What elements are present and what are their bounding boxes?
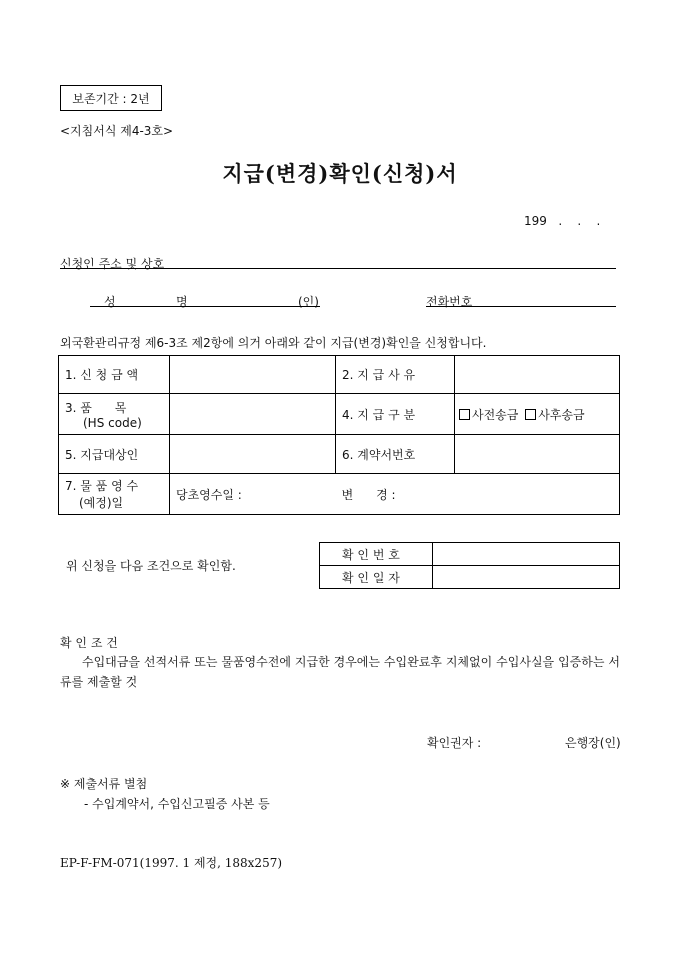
receipt-date-sublabel: (예정)일 [79, 496, 124, 510]
receipt-date-label-cell [59, 474, 170, 515]
payee-label: 5. 지급대상인 [59, 435, 170, 474]
post-remittance-checkbox[interactable] [525, 408, 584, 422]
confirm-number-label: 확 인 번 호 [320, 543, 433, 566]
retention-period: 보존기간 : 2년 [72, 91, 150, 106]
payment-type-options [455, 394, 620, 435]
bank-manager-seal: 은행장(인) [565, 736, 621, 750]
attachments-heading: ※ 제출서류 별첨 [60, 777, 148, 791]
authority-label: 확인권자 : [427, 736, 482, 750]
pre-remittance-checkbox[interactable] [459, 408, 518, 422]
confirm-number-field[interactable] [433, 543, 620, 566]
name-label-1: 성 [104, 295, 116, 309]
retention-period-box [60, 85, 162, 111]
seal-mark: (인) [298, 295, 319, 309]
confirm-statement: 위 신청을 다음 조건으로 확인함. [66, 559, 236, 573]
intro-text: 외국환관리규정 제6-3조 제2항에 의거 아래와 같이 지급(변경)확인을 신청합니다. [60, 336, 487, 350]
applicant-address-label: 신청인 주소 및 상호 [60, 257, 165, 271]
applicant-address-line[interactable] [60, 268, 616, 269]
name-line[interactable] [90, 306, 320, 307]
checkbox-icon [459, 409, 470, 420]
changed-receipt-date-label: 변 경 : [341, 487, 396, 502]
footer-code: EP-F-FM-071(1997. 1 제정, 188x257) [60, 856, 283, 870]
conditions-body: 수입대금을 선적서류 또는 물품영수전에 지급한 경우에는 수입완료후 지체없이 수입사실을 입증하는 서류를 제출할 것 [60, 655, 620, 689]
name-label-2: 명 [176, 295, 188, 309]
post-remittance-label: 사후송금 [538, 407, 585, 422]
confirm-date-field[interactable] [433, 566, 620, 589]
phone-label: 전화번호 [426, 295, 473, 309]
phone-line[interactable] [426, 306, 616, 307]
payment-reason-field[interactable] [455, 356, 620, 394]
confirm-date-label: 확 인 일 자 [320, 566, 433, 589]
contract-number-label: 6. 계약서번호 [336, 435, 455, 474]
attachments-item: - 수입계약서, 수입신고필증 사본 등 [84, 797, 270, 811]
page-title: 지급(변경)확인(신청)서 [222, 161, 458, 186]
requested-amount-field[interactable] [170, 356, 336, 394]
date-field[interactable]: 199 . . . [524, 214, 601, 228]
original-receipt-date-label: 당초영수일 : [176, 487, 242, 502]
application-table [58, 355, 620, 515]
item-field[interactable] [170, 394, 336, 435]
receipt-date-field[interactable] [170, 474, 620, 515]
receipt-date-label: 7. 물 품 영 수 [65, 479, 139, 493]
item-label: 3. 품 목 [65, 400, 127, 415]
hs-code-label: (HS code) [83, 415, 142, 430]
confirmation-table [319, 542, 620, 589]
contract-number-field[interactable] [455, 435, 620, 474]
payment-reason-label: 2. 지 급 사 유 [336, 356, 455, 394]
payment-type-label: 4. 지 급 구 분 [336, 394, 455, 435]
conditions-heading: 확 인 조 건 [60, 636, 118, 650]
requested-amount-label: 1. 신 청 금 액 [59, 356, 170, 394]
pre-remittance-label: 사전송금 [472, 407, 519, 422]
payee-field[interactable] [170, 435, 336, 474]
checkbox-icon [525, 409, 536, 420]
form-code: <지침서식 제4-3호> [60, 124, 174, 138]
item-label-cell [59, 394, 170, 435]
